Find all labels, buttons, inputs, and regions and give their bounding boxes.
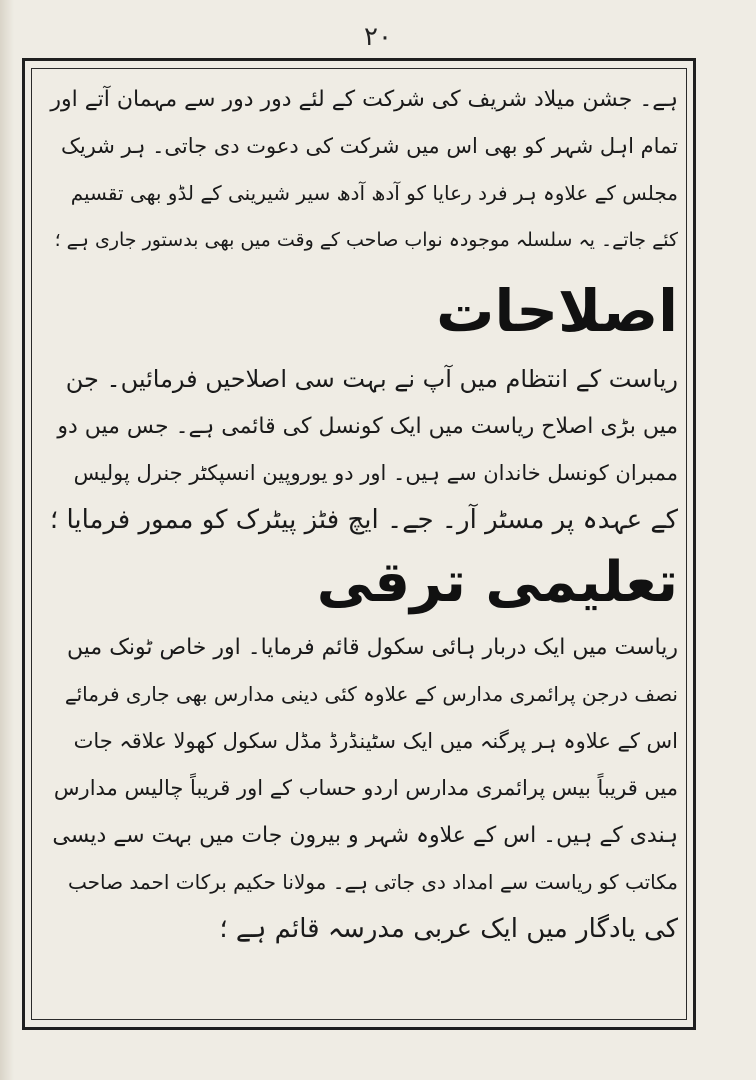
section-heading-taleemi-taraqqi: تعلیمی ترقی	[316, 550, 678, 615]
text-line: ہندی کے ہیں۔ اس کے علاوہ شہر و بیرون جات میں بہت سے دیسی	[52, 823, 678, 848]
paragraph-islahat	[48, 356, 678, 544]
text-line: نصف درجن پرائمری مدارس کے علاوہ کئی دینی مدارس بھی جاری فرمائے	[64, 682, 678, 706]
text-line: ریاست کے انتظام میں آپ نے بہت سی اصلاحیں فرمائیں۔ جن	[65, 365, 678, 393]
text-line: ریاست میں ایک دربار ہائی سکول قائم فرمایا۔ اور خاص ٹونک میں	[67, 635, 678, 660]
text-line: میں بڑی اصلاح ریاست میں ایک کونسل کی قائمی ہے۔ جس میں دو	[57, 414, 678, 439]
paragraph-jashn-milad	[48, 76, 678, 264]
text-line: کی یادگار میں ایک عربی مدرسہ قائم ہے ؛	[219, 914, 678, 944]
paragraph-taleemi-taraqqi	[48, 624, 678, 953]
text-line: مجلس کے علاوہ ہر فرد رعایا کو آدھ آدھ سیر شیرینی کے لڈو بھی تقسیم	[70, 181, 678, 205]
text-line: میں قریباً بیس پرائمری مدارس اردو حساب کے اور قریباً چالیس مدارس	[53, 776, 678, 800]
page-body	[48, 76, 678, 953]
text-line: مکاتب کو ریاست سے امداد دی جاتی ہے۔ مولانا حکیم برکات احمد صاحب	[68, 870, 678, 894]
text-line: ہے۔ جشن میلاد شریف کی شرکت کے لئے دور دور سے مہمان آتے اور	[50, 87, 678, 112]
page-number: ۲۰	[364, 22, 392, 52]
text-line: اس کے علاوہ ہر پرگنہ میں ایک سٹینڈرڈ مڈل سکول کھولا علاقہ جات	[73, 729, 678, 753]
text-line: کے عہدہ پر مسٹر آر۔ جے۔ ایچ فٹز پیٹرک کو ممور فرمایا ؛	[49, 505, 678, 535]
section-heading-islahat: اصلاحات	[436, 277, 678, 345]
text-line: ممبران کونسل خاندان سے ہیں۔ اور دو یوروپین انسپکٹر جنرل پولیس	[73, 461, 678, 485]
text-line: کئے جاتے۔ یہ سلسلہ موجودہ نواب صاحب کے وقت میں بھی بدستور جاری ہے ؛	[54, 229, 678, 251]
text-line: تمام اہل شہر کو بھی اس میں شرکت کی دعوت دی جاتی۔ ہر شریک	[61, 134, 678, 158]
paper-edge-shadow	[0, 0, 14, 1080]
